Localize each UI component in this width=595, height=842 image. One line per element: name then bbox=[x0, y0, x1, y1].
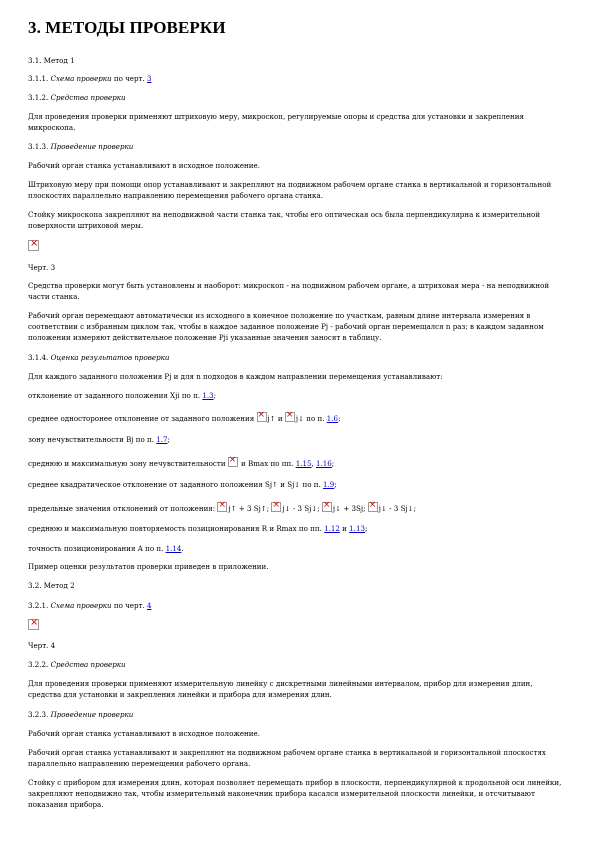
broken-image-icon bbox=[217, 502, 227, 512]
section-label: Средства проверки bbox=[50, 93, 126, 102]
result-text: ; bbox=[338, 414, 341, 423]
section-3-2-1 bbox=[28, 600, 152, 611]
result-text: j↑ и bbox=[267, 414, 285, 423]
result-text: точность позиционирования A по п. bbox=[28, 544, 166, 553]
ref-1-9-link[interactable]: 1.9 bbox=[322, 480, 335, 489]
broken-image-icon bbox=[285, 412, 295, 422]
paragraph-initial-2: Рабочий орган станка устанавливают в исходное положение. bbox=[28, 729, 260, 738]
broken-image-icon bbox=[257, 412, 267, 422]
result-text: j↓ - 3 Sj↓; bbox=[378, 504, 416, 513]
paragraph-ruler-setup: Рабочий орган станка устанавливают и закрепляют на подвижном рабочем органе станка в вертикальной и горизонтальной плоскостях параллельно направлению перемещения рабочего органа. bbox=[28, 748, 546, 768]
section-number: 3.2.1. bbox=[28, 601, 51, 610]
result-text: ; bbox=[364, 524, 368, 533]
paragraph-stand-2: Стойку с прибором для измерения длин, которая позволяет перемещать прибор в плоскости, перпендикулярной к продольной оси линейки, закрепляют неподвижно так, чтобы измерительный наконечник прибора касался измерительной плоскости линейки, и отсчитывают показания прибора. bbox=[28, 778, 562, 809]
paragraph-movement: Рабочий орган перемещают автоматически из исходного в конечное положение по участкам, равным длине интервала измерения в соответствии с избранным циклом так, чтобы в каждое заданное положение Pj - рабочий орган перемещался n раз; в каждом заданном положении измеряют действительное положение Pji указанные значения заносят в таблицу. bbox=[28, 311, 544, 342]
broken-image-icon bbox=[271, 502, 281, 512]
broken-image-icon bbox=[28, 240, 39, 251]
result-item-4 bbox=[28, 457, 334, 469]
result-text: j↑ + 3 Sj↑; bbox=[228, 504, 272, 513]
ref-1-16-link[interactable]: 1.16 bbox=[316, 459, 332, 468]
section-number: 3.1.1. bbox=[28, 74, 51, 83]
result-text: отклонение от заданного положения Xji по п. bbox=[28, 391, 203, 400]
section-label: Проведение проверки bbox=[50, 142, 134, 151]
paragraph-measure-setup: Штриховую меру при помощи опор устанавливают и закрепляют на подвижном рабочем органе станка в вертикальной и горизонтальной плоскостях параллельно направлению перемещения рабочего органа станка. bbox=[28, 180, 552, 200]
result-text: зону нечувствительности Bj по п. bbox=[28, 435, 157, 444]
section-label: Оценка результатов проверки bbox=[50, 353, 170, 362]
ref-1-7-link[interactable]: 1.7 bbox=[156, 435, 168, 444]
broken-image-icon bbox=[322, 502, 332, 512]
result-item-1 bbox=[28, 390, 216, 401]
section-label: Проведение проверки bbox=[50, 710, 134, 719]
paragraph-each-position: Для каждого заданного положения Pj и для n подходов в каждом направлении перемещения устанавливают: bbox=[28, 372, 443, 381]
figure-4-caption: Черт. 4 bbox=[28, 641, 56, 650]
section-text: по черт. bbox=[111, 601, 147, 610]
result-text: j↓ + 3Sj; bbox=[332, 504, 368, 513]
section-text: по черт. bbox=[111, 74, 147, 83]
result-text: среднее односторонее отклонение от заданного положения bbox=[28, 414, 257, 423]
result-item-3 bbox=[28, 434, 170, 445]
section-label: Схема проверки bbox=[50, 601, 112, 610]
figure-3-link[interactable]: 3 bbox=[146, 74, 152, 83]
section-3-1-heading: 3.1. Метод 1 bbox=[28, 56, 75, 65]
ref-1-6-link[interactable]: 1.6 bbox=[326, 414, 339, 423]
broken-image-icon bbox=[228, 457, 238, 467]
section-number: 3.1.3. bbox=[28, 142, 51, 151]
result-text: среднюю и максимальную повторяемость позиционирования R и Rmax по пп. bbox=[28, 524, 325, 533]
result-text: ; bbox=[167, 435, 170, 444]
figure-3-caption: Черт. 3 bbox=[28, 263, 56, 272]
ref-1-3-link[interactable]: 1.3 bbox=[202, 391, 214, 400]
result-item-6 bbox=[28, 502, 416, 514]
result-text: . bbox=[181, 544, 184, 553]
result-text: ; bbox=[213, 391, 216, 400]
broken-image-icon bbox=[28, 619, 39, 630]
result-item-8 bbox=[28, 543, 184, 554]
result-text: предельные значения отклонений от положения: bbox=[28, 504, 218, 513]
result-item-5 bbox=[28, 479, 337, 490]
result-text: среднюю и максимальную зону нечувствительности bbox=[28, 459, 228, 468]
ref-1-15-link[interactable]: 1.15 bbox=[295, 459, 312, 468]
section-3-1-4 bbox=[28, 352, 169, 363]
section-number: 3.1.2. bbox=[28, 93, 51, 102]
ref-1-14-link[interactable]: 1.14 bbox=[165, 544, 182, 553]
section-label: Средства проверки bbox=[50, 660, 126, 669]
ref-1-12-link[interactable]: 1.12 bbox=[324, 524, 340, 533]
ref-1-13-link[interactable]: 1.13 bbox=[349, 524, 365, 533]
result-text: и bbox=[339, 524, 350, 533]
paragraph-initial-1: Рабочий орган станка устанавливают в исходное положение. bbox=[28, 161, 260, 170]
result-text: ; bbox=[331, 459, 335, 468]
result-item-2 bbox=[28, 412, 340, 424]
section-label: Схема проверки bbox=[50, 74, 112, 83]
result-text: ; bbox=[334, 480, 337, 489]
section-number: 3.2.2. bbox=[28, 660, 51, 669]
section-3-1-2 bbox=[28, 92, 126, 103]
paragraph-means-2: Для проведения проверки применяют измерительную линейку с дискретными линейными интервалом, прибор для измерения длин, средства для установки и закрепления линейки и прибора для измерения длин. bbox=[28, 679, 533, 699]
broken-image-icon bbox=[368, 502, 378, 512]
result-item-7 bbox=[28, 523, 367, 534]
figure-4-link[interactable]: 4 bbox=[146, 601, 152, 610]
result-text: среднее квадратическое отклонение от заданного положения Sj↑ и Sj↓ по п. bbox=[28, 480, 323, 489]
section-3-2-3 bbox=[28, 709, 133, 720]
section-3-2-2 bbox=[28, 659, 126, 670]
section-number: 3.1.4. bbox=[28, 353, 51, 362]
paragraph-means-1: Для проведения проверки применяют штриховую меру, микроскоп, регулируемые опоры и средства для установки и закрепления микроскопа. bbox=[28, 112, 524, 132]
page-title: 3. МЕТОДЫ ПРОВЕРКИ bbox=[28, 18, 226, 37]
paragraph-swap: Средства проверки могут быть установлены и наоборот: микроскоп - на подвижном рабочем органе, а штриховая мера - на неподвижной части станка. bbox=[28, 281, 550, 301]
result-text: j↓ по п. bbox=[295, 414, 327, 423]
section-3-1-1 bbox=[28, 73, 152, 84]
result-text: и Bmax по пп. bbox=[238, 459, 296, 468]
result-text: j↓ - 3 Sj↓; bbox=[282, 504, 322, 513]
paragraph-example: Пример оценки результатов проверки приведен в приложении. bbox=[28, 562, 269, 571]
result-text: , bbox=[311, 459, 316, 468]
section-number: 3.2.3. bbox=[28, 710, 51, 719]
section-3-1-3 bbox=[28, 141, 133, 152]
paragraph-microscope-stand: Стойку микроскопа закрепляют на неподвижной части станка так, чтобы его оптическая ось была перпендикулярна к измерительной поверхности штриховой меры. bbox=[28, 210, 541, 230]
section-3-2-heading: 3.2. Метод 2 bbox=[28, 581, 75, 590]
